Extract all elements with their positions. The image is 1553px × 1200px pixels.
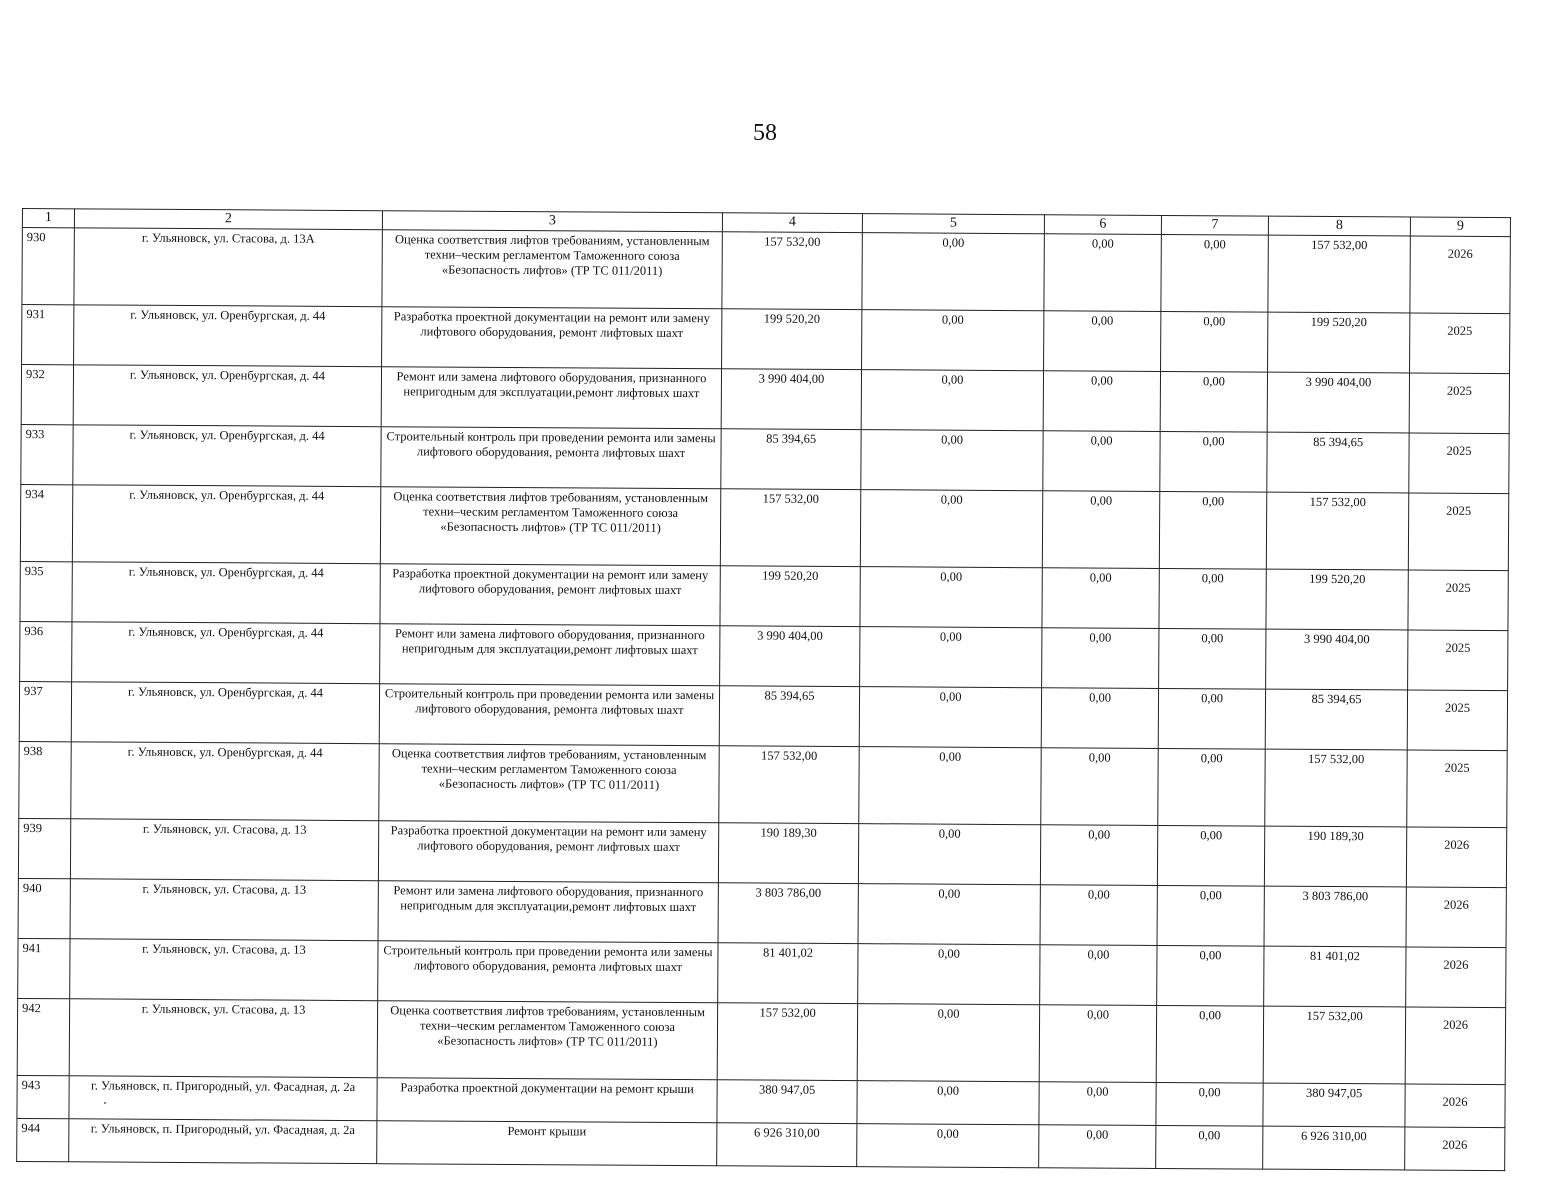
- year-cell: 2025: [1409, 373, 1509, 434]
- value-cell: 81 401,02: [1264, 946, 1406, 1007]
- value-cell: 0,00: [1156, 1005, 1263, 1083]
- value-cell: 0,00: [1160, 371, 1267, 432]
- cost-total-cell: 85 394,65: [721, 429, 861, 490]
- value-cell: 3 990 404,00: [1267, 372, 1409, 433]
- value-cell: 0,00: [1039, 1082, 1156, 1126]
- table-row: [17, 998, 1505, 1084]
- cost-total-cell: 380 947,05: [717, 1080, 857, 1124]
- value-cell: 0,00: [1160, 431, 1267, 492]
- value-cell: 0,00: [1159, 491, 1266, 569]
- table-row: [19, 681, 1507, 750]
- value-cell: 0,00: [860, 490, 1042, 568]
- column-header: 7: [1161, 215, 1268, 235]
- column-header: 3: [382, 211, 722, 232]
- value-cell: 0,00: [861, 370, 1043, 431]
- year-cell: 2025: [1410, 313, 1510, 374]
- year-cell: 2026: [1405, 1127, 1505, 1171]
- address-cell: г. Ульяновск, ул. Оренбургская, д. 44: [71, 742, 379, 821]
- row-number: 934: [20, 484, 72, 561]
- work-type-cell: Оценка соответствия лифтов требованиям, установленным техни–ческим регламентом Таможенного союза «Безопасность лифтов» (ТР ТС 011/2011): [380, 487, 720, 566]
- row-number: 935: [20, 561, 72, 621]
- address-cell: г. Ульяновск, ул. Стасова, д. 13: [70, 819, 378, 881]
- value-cell: 0,00: [857, 1124, 1039, 1168]
- address-cell: г. Ульяновск, п. Пригородный, ул. Фасадная, д. 2а: [69, 1076, 377, 1121]
- value-cell: 6 926 310,00: [1263, 1126, 1405, 1170]
- work-type-cell: Оценка соответствия лифтов требованиям, установленным техни–ческим регламентом Таможенного союза «Безопасность лифтов» (ТР ТС 011/2011): [382, 230, 722, 309]
- value-cell: 0,00: [1161, 234, 1268, 312]
- row-number: 936: [20, 621, 72, 681]
- value-cell: 0,00: [1039, 1125, 1156, 1169]
- row-number: 930: [22, 228, 74, 305]
- value-cell: 0,00: [1161, 311, 1268, 372]
- value-cell: 0,00: [1158, 748, 1265, 826]
- year-cell: 2026: [1406, 887, 1506, 948]
- value-cell: 0,00: [1156, 1125, 1263, 1169]
- address-cell: г. Ульяновск, ул. Стасова, д. 13: [70, 879, 378, 941]
- table-row: [17, 1118, 1505, 1170]
- address-cell: г. Ульяновск, ул. Оренбургская, д. 44: [72, 485, 380, 564]
- value-cell: 0,00: [1159, 628, 1266, 689]
- address-cell: г. Ульяновск, ул. Стасова, д. 13А: [74, 228, 382, 307]
- value-cell: 199 520,20: [1266, 569, 1408, 630]
- table-row: [20, 484, 1508, 570]
- cost-total-cell: 157 532,00: [719, 746, 859, 824]
- cost-total-cell: 157 532,00: [722, 232, 862, 310]
- value-cell: 0,00: [859, 747, 1041, 825]
- work-type-cell: Ремонт или замена лифтового оборудования, признанного непригодным для эксплуатации,ремонт лифтовых шахт: [381, 367, 721, 429]
- cost-total-cell: 157 532,00: [720, 489, 860, 567]
- address-cell: г. Ульяновск, ул. Оренбургская, д. 44: [74, 305, 382, 367]
- value-cell: 85 394,65: [1265, 689, 1407, 750]
- address-cell: г. Ульяновск, ул. Оренбургская, д. 44: [73, 365, 381, 427]
- value-cell: 0,00: [1157, 885, 1264, 946]
- row-number: 931: [22, 305, 74, 365]
- table-row: [20, 621, 1508, 690]
- value-cell: 0,00: [1043, 371, 1160, 432]
- year-cell: 2026: [1405, 1007, 1505, 1085]
- value-cell: 190 189,30: [1264, 826, 1406, 887]
- work-type-cell: Ремонт крыши: [377, 1121, 717, 1166]
- page-number: 58: [753, 120, 777, 146]
- value-cell: 0,00: [857, 1004, 1039, 1082]
- address-cell: г. Ульяновск, ул. Оренбургская, д. 44: [72, 562, 380, 624]
- work-type-cell: Разработка проектной документации на ремонт крыши: [377, 1078, 717, 1123]
- address-cell: г. Ульяновск, ул. Оренбургская, д. 44: [71, 682, 379, 744]
- row-number: 938: [19, 741, 71, 818]
- value-cell: 0,00: [861, 430, 1043, 491]
- year-cell: 2025: [1408, 630, 1508, 691]
- row-number: 940: [18, 878, 70, 938]
- value-cell: 0,00: [858, 944, 1040, 1005]
- value-cell: 0,00: [1041, 688, 1158, 749]
- row-number: 932: [21, 365, 73, 425]
- value-cell: 0,00: [1044, 234, 1161, 312]
- table-row: [18, 878, 1506, 947]
- value-cell: 0,00: [1040, 945, 1157, 1006]
- work-type-cell: Разработка проектной документации на ремонт или замену лифтового оборудования, ремонт лифтовых шахт: [378, 821, 718, 883]
- table-row: [21, 424, 1509, 493]
- work-type-cell: Ремонт или замена лифтового оборудования, признанного непригодным для эксплуатации,ремонт лифтовых шахт: [378, 881, 718, 943]
- value-cell: 380 947,05: [1263, 1083, 1405, 1127]
- row-number: 939: [18, 818, 70, 878]
- value-cell: 0,00: [858, 884, 1040, 945]
- column-header: 9: [1410, 217, 1510, 237]
- scan-speck: [104, 1102, 106, 1104]
- year-cell: 2026: [1405, 1084, 1505, 1128]
- work-type-cell: Ремонт или замена лифтового оборудования, признанного непригодным для эксплуатации,ремонт лифтовых шахт: [380, 624, 720, 686]
- year-cell: 2025: [1407, 750, 1507, 828]
- value-cell: 0,00: [859, 687, 1041, 748]
- work-type-cell: Разработка проектной документации на ремонт или замену лифтового оборудования, ремонт лифтовых шахт: [380, 564, 720, 626]
- address-cell: г. Ульяновск, ул. Стасова, д. 13: [69, 999, 377, 1078]
- cost-total-cell: 190 189,30: [718, 823, 858, 884]
- address-cell: г. Ульяновск, ул. Оренбургская, д. 44: [72, 622, 380, 684]
- value-cell: 3 990 404,00: [1266, 629, 1408, 690]
- column-header: 8: [1268, 216, 1410, 236]
- value-cell: 0,00: [1158, 688, 1265, 749]
- value-cell: 0,00: [1039, 1005, 1156, 1083]
- year-cell: 2025: [1408, 570, 1508, 631]
- column-header: 2: [74, 209, 382, 230]
- value-cell: 0,00: [1042, 491, 1159, 569]
- work-type-cell: Оценка соответствия лифтов требованиям, установленным техни–ческим регламентом Таможенного союза «Безопасность лифтов» (ТР ТС 011/2011): [379, 744, 719, 823]
- value-cell: 0,00: [860, 567, 1042, 628]
- year-cell: 2026: [1406, 947, 1506, 1008]
- value-cell: 0,00: [1157, 825, 1264, 886]
- table-row: [19, 741, 1507, 827]
- value-cell: 157 532,00: [1265, 749, 1407, 827]
- row-number: 943: [17, 1075, 69, 1118]
- table-row: [18, 818, 1506, 887]
- cost-total-cell: 3 990 404,00: [720, 626, 860, 687]
- value-cell: 157 532,00: [1266, 492, 1408, 570]
- row-number: 937: [19, 681, 71, 741]
- column-header: 1: [22, 209, 74, 228]
- value-cell: 0,00: [1157, 945, 1264, 1006]
- value-cell: 0,00: [1040, 825, 1157, 886]
- value-cell: 0,00: [1156, 1082, 1263, 1126]
- cost-total-cell: 3 990 404,00: [721, 369, 861, 430]
- value-cell: 0,00: [1041, 748, 1158, 826]
- value-cell: 0,00: [1042, 568, 1159, 629]
- row-number: 933: [21, 424, 73, 484]
- address-cell: г. Ульяновск, п. Пригородный, ул. Фасадная, д. 2а: [69, 1119, 377, 1164]
- table-row: [20, 561, 1508, 630]
- value-cell: 0,00: [1159, 568, 1266, 629]
- cost-total-cell: 199 520,20: [720, 566, 860, 627]
- column-header: 5: [862, 214, 1044, 234]
- value-cell: 0,00: [862, 233, 1044, 311]
- works-table: [16, 208, 1511, 1171]
- value-cell: 157 532,00: [1263, 1006, 1405, 1084]
- row-number: 944: [17, 1118, 69, 1161]
- work-type-cell: Строительный контроль при проведении ремонта или замены лифтового оборудования, ремонта лифтовых шахт: [378, 941, 718, 1003]
- year-cell: 2025: [1409, 433, 1509, 494]
- work-type-cell: Оценка соответствия лифтов требованиям, установленным техни–ческим регламентом Таможенного союза «Безопасность лифтов» (ТР ТС 011/2011): [377, 1001, 717, 1080]
- year-cell: 2025: [1407, 690, 1507, 751]
- value-cell: 0,00: [1040, 885, 1157, 946]
- address-cell: г. Ульяновск, ул. Стасова, д. 13: [70, 939, 378, 1001]
- cost-total-cell: 157 532,00: [717, 1003, 857, 1081]
- column-header: 6: [1044, 215, 1161, 235]
- row-number: 941: [18, 938, 70, 998]
- cost-total-cell: 81 401,02: [718, 943, 858, 1004]
- value-cell: 157 532,00: [1268, 235, 1410, 313]
- row-number: 942: [17, 998, 69, 1075]
- value-cell: 0,00: [857, 1081, 1039, 1125]
- table-row: [22, 305, 1510, 374]
- work-type-cell: Строительный контроль при проведении ремонта или замены лифтового оборудования, ремонта лифтовых шахт: [381, 427, 721, 489]
- work-type-cell: Разработка проектной документации на ремонт или замену лифтового оборудования, ремонт лифтовых шахт: [382, 307, 722, 369]
- value-cell: 0,00: [862, 310, 1044, 371]
- table-row: [18, 938, 1506, 1007]
- value-cell: 0,00: [858, 824, 1040, 885]
- year-cell: 2025: [1408, 493, 1508, 571]
- table-row: [22, 228, 1510, 314]
- cost-total-cell: 6 926 310,00: [717, 1123, 857, 1167]
- value-cell: 0,00: [1044, 311, 1161, 372]
- cost-total-cell: 199 520,20: [722, 309, 862, 370]
- value-cell: 3 803 786,00: [1264, 886, 1406, 947]
- work-type-cell: Строительный контроль при проведении ремонта или замены лифтового оборудования, ремонта лифтовых шахт: [379, 684, 719, 746]
- table-row: [21, 365, 1509, 434]
- value-cell: 0,00: [860, 627, 1042, 688]
- address-cell: г. Ульяновск, ул. Оренбургская, д. 44: [73, 425, 381, 487]
- value-cell: 0,00: [1042, 628, 1159, 689]
- year-cell: 2026: [1410, 236, 1510, 314]
- cost-total-cell: 85 394,65: [719, 686, 859, 747]
- column-header: 4: [722, 213, 862, 233]
- year-cell: 2026: [1406, 827, 1506, 888]
- cost-total-cell: 3 803 786,00: [718, 883, 858, 944]
- value-cell: 199 520,20: [1268, 312, 1410, 373]
- value-cell: 85 394,65: [1267, 432, 1409, 493]
- value-cell: 0,00: [1043, 431, 1160, 492]
